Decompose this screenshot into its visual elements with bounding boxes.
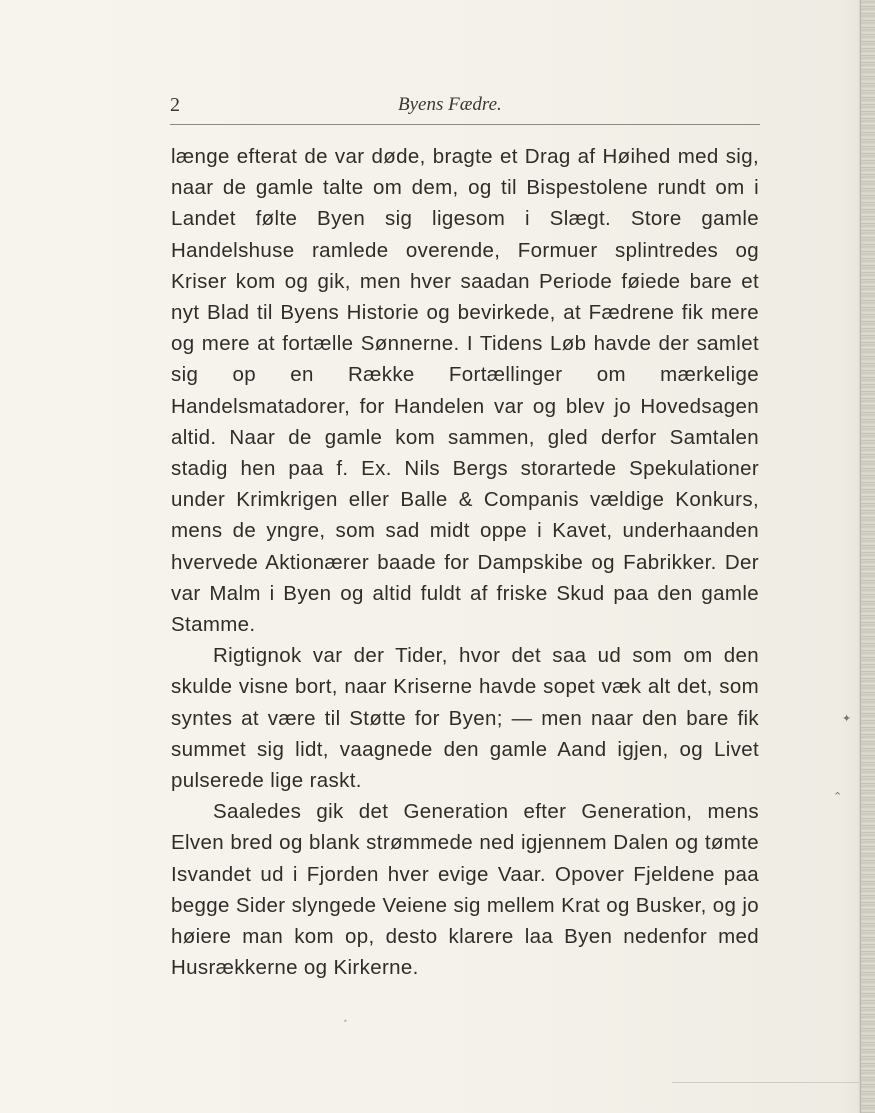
- running-title: Byens Fædre.: [398, 94, 502, 115]
- book-spine: [860, 0, 875, 1113]
- page-number: 2: [170, 94, 180, 116]
- page-speck: •: [343, 1017, 348, 1026]
- body-text: [171, 141, 759, 983]
- margin-speck: ✦: [842, 712, 852, 725]
- page-header: [170, 94, 760, 122]
- header-rule: [170, 124, 760, 125]
- paragraph-1: længe efterat de var døde, bragte et Drag af Høihed med sig, naar de gamle talte om dem, og til Bispestolene rundt om i Landet følte Byen sig ligesom i Slægt. Store gamle Handelshuse ramlede overende, Formuer splintredes og Kriser kom og gik, men hver saadan Periode føiede bare et nyt Blad til Byens Historie og bevirkede, at Fædrene fik mere og mere at fortælle Sønnerne. I Tidens Løb havde der samlet sig op en Række Fortællinger om mærkelige Handelsmatadorer, for Handelen var og blev jo Hovedsagen altid. Naar de gamle kom sammen, gled derfor Samtalen stadig hen paa f. Ex. Nils Bergs storartede Spekulationer under Krimkrigen eller Balle & Companis vældige Konkurs, mens de yngre, som sad midt oppe i Kavet, underhaanden hvervede Aktionærer baade for Dampskibe og Fabrikker. Der var Malm i Byen og altid fuldt af friske Skud paa den gamle Stamme.: [171, 145, 759, 637]
- paragraph-2: Rigtignok var der Tider, hvor det saa ud som om den skulde visne bort, naar Kriserne havde sopet væk alt det, som syntes at være til Støtte for Byen; — men naar den bare fik summet sig lidt, vaagnede den gamle Aand igjen, og Livet pulserede lige raskt.: [171, 644, 759, 793]
- paragraph-3: Saaledes gik det Generation efter Generation, mens Elven bred og blank strømmede ned igjennem Dalen og tømte Isvandet ud i Fjorden hver evige Vaar. Opover Fjeldene paa begge Sider slyngede Veiene sig mellem Krat og Busker, og jo høiere man kom op, desto klarere laa Byen nedenfor med Husrækkerne og Kirkerne.: [171, 800, 759, 980]
- margin-speck: ⌃: [833, 790, 843, 803]
- page-crease: [672, 1082, 862, 1083]
